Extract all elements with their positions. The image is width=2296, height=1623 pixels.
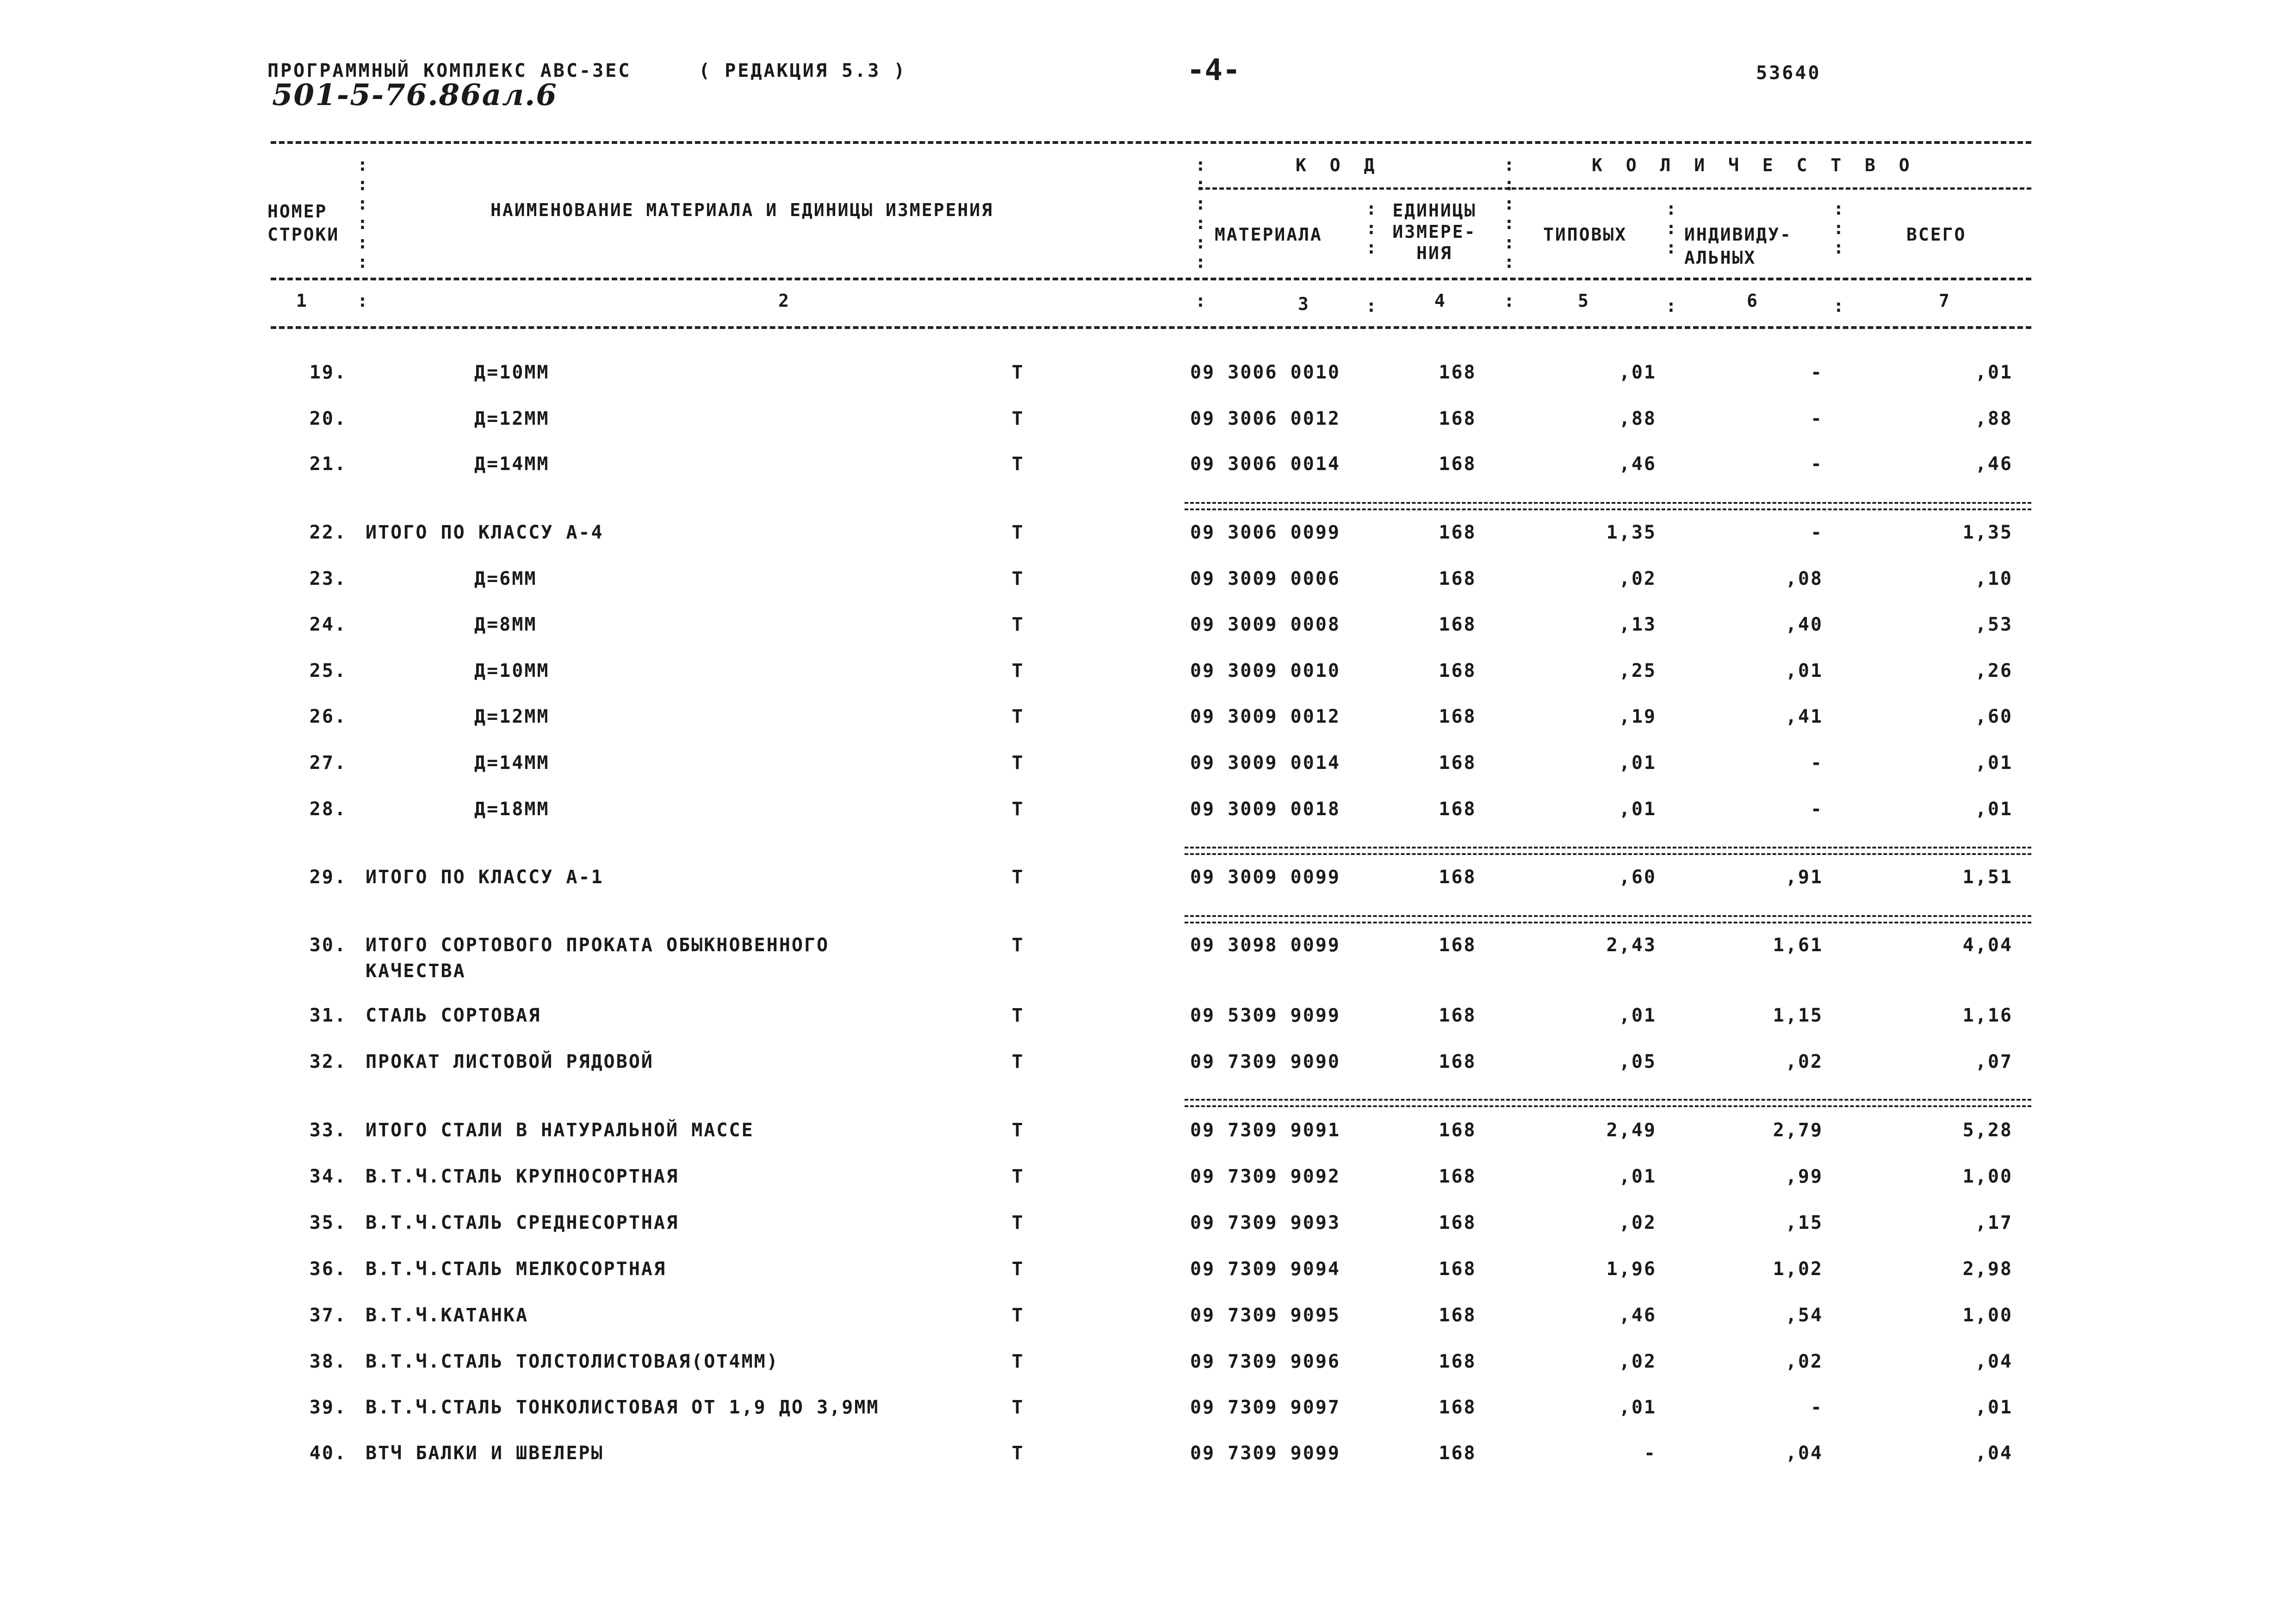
qty-total: 5,28 xyxy=(1962,1120,2013,1141)
qty-typical: 1,35 xyxy=(1606,522,1657,543)
col-individual-header: ИНДИВИДУ- АЛЬНЫХ xyxy=(1684,224,1792,268)
row-number: 26. xyxy=(309,706,347,727)
material-code: 09 7309 9095 xyxy=(1190,1305,1340,1326)
unit-letter: Т xyxy=(1011,1305,1024,1326)
material-code: 09 3009 0018 xyxy=(1190,799,1340,820)
qty-total: ,17 xyxy=(1975,1212,2013,1233)
qty-individual: 1,15 xyxy=(1773,1005,1823,1026)
qty-total: ,01 xyxy=(1975,752,2013,774)
material-code: 09 7309 9092 xyxy=(1190,1166,1340,1187)
row-number: 30. xyxy=(309,935,347,956)
col-name-header: НАИМЕНОВАНИЕ МАТЕРИАЛА И ЕДИНИЦЫ ИЗМЕРЕНИЯ xyxy=(490,200,993,220)
row-number: 31. xyxy=(309,1005,347,1026)
qty-individual: ,40 xyxy=(1785,614,1823,635)
qty-typical: ,05 xyxy=(1619,1051,1657,1072)
qty-typical: ,88 xyxy=(1619,408,1657,429)
qty-typical: ,01 xyxy=(1619,362,1657,383)
unit-code: 168 xyxy=(1439,1397,1477,1418)
qty-total: 1,00 xyxy=(1962,1166,2013,1187)
qty-individual: - xyxy=(1810,408,1823,429)
unit-code: 168 xyxy=(1439,706,1477,727)
material-code: 09 5309 9099 xyxy=(1190,1005,1340,1026)
material-name: ИТОГО ПО КЛАССУ А-1 xyxy=(366,867,604,888)
material-name: Д=10ММ xyxy=(474,362,550,383)
unit-code: 168 xyxy=(1439,1120,1477,1141)
material-code: 09 7309 9099 xyxy=(1190,1443,1340,1464)
material-code: 09 7309 9090 xyxy=(1190,1051,1340,1072)
row-number: 24. xyxy=(309,614,347,635)
qty-individual: 1,61 xyxy=(1773,935,1823,956)
material-name: В.Т.Ч.СТАЛЬ КРУПНОСОРТНАЯ xyxy=(366,1166,679,1187)
row-number: 40. xyxy=(309,1443,347,1464)
qty-total: 2,98 xyxy=(1962,1258,2013,1280)
col-num-2: 2 xyxy=(778,291,790,311)
col-num-1: 1 xyxy=(296,291,308,311)
row-number: 19. xyxy=(309,362,347,383)
qty-total: ,53 xyxy=(1975,614,2013,635)
material-code: 09 3009 0006 xyxy=(1190,568,1340,589)
col-total-header: ВСЕГО xyxy=(1906,224,1967,245)
qty-typical: ,13 xyxy=(1619,614,1657,635)
unit-letter: Т xyxy=(1011,660,1024,681)
unit-letter: Т xyxy=(1011,1051,1024,1072)
material-name: ПРОКАТ ЛИСТОВОЙ РЯДОВОЙ xyxy=(366,1051,654,1072)
qty-typical: ,25 xyxy=(1619,660,1657,681)
col-num-6: 6 xyxy=(1747,291,1759,311)
unit-code: 168 xyxy=(1439,1443,1477,1464)
qty-total: ,01 xyxy=(1975,799,2013,820)
unit-letter: Т xyxy=(1011,867,1024,888)
col-num-7: 7 xyxy=(1939,291,1951,311)
qty-typical: ,01 xyxy=(1619,1166,1657,1187)
subtotal-separator xyxy=(1185,915,2031,923)
unit-code: 168 xyxy=(1439,1258,1477,1280)
material-name: Д=12ММ xyxy=(474,408,550,429)
unit-code: 168 xyxy=(1439,1005,1477,1026)
material-name: В.Т.Ч.СТАЛЬ ТОНКОЛИСТОВАЯ ОТ 1,9 ДО 3,9ММ xyxy=(366,1397,880,1418)
material-name: В.Т.Ч.СТАЛЬ МЕЛКОСОРТНАЯ xyxy=(366,1258,666,1280)
col-num-4: 4 xyxy=(1434,291,1446,311)
unit-code: 168 xyxy=(1439,1305,1477,1326)
row-number: 35. xyxy=(309,1212,347,1233)
material-name: СТАЛЬ СОРТОВАЯ xyxy=(366,1005,541,1026)
unit-letter: Т xyxy=(1011,408,1024,429)
col-num-5: 5 xyxy=(1578,291,1590,311)
sep-6: : : : : xyxy=(1833,198,1844,316)
sep-1: : : : : : : : xyxy=(357,155,368,311)
qty-individual: ,04 xyxy=(1785,1443,1823,1464)
material-name: Д=14ММ xyxy=(474,453,550,475)
material-code: 09 3098 0099 xyxy=(1190,935,1340,956)
col-unit-header: ЕДИНИЦЫ ИЗМЕРЕ- НИЯ xyxy=(1392,200,1477,263)
qty-individual: ,41 xyxy=(1785,706,1823,727)
unit-code: 168 xyxy=(1439,408,1477,429)
unit-code: 168 xyxy=(1439,522,1477,543)
document-number: 53640 xyxy=(1756,62,1821,84)
qty-total: ,07 xyxy=(1975,1051,2013,1072)
material-code: 09 3006 0012 xyxy=(1190,408,1340,429)
qty-total: 4,04 xyxy=(1962,935,2013,956)
material-code: 09 3006 0014 xyxy=(1190,453,1340,475)
material-code: 09 7309 9093 xyxy=(1190,1212,1340,1233)
unit-code: 168 xyxy=(1439,799,1477,820)
material-name: ИТОГО ПО КЛАССУ А-4 xyxy=(366,522,604,543)
subtotal-separator xyxy=(1185,502,2031,510)
unit-code: 168 xyxy=(1439,752,1477,774)
qty-typical: 2,49 xyxy=(1606,1120,1657,1141)
material-name: ИТОГО СОРТОВОГО ПРОКАТА ОБЫКНОВЕННОГО xyxy=(366,935,830,956)
qty-total: ,01 xyxy=(1975,362,2013,383)
qty-total: ,04 xyxy=(1975,1351,2013,1372)
qty-individual: - xyxy=(1810,752,1823,774)
unit-letter: Т xyxy=(1011,1005,1024,1026)
unit-code: 168 xyxy=(1439,568,1477,589)
row-number: 33. xyxy=(309,1120,347,1141)
row-number: 29. xyxy=(309,867,347,888)
material-name: В.Т.Ч.КАТАНКА xyxy=(366,1305,529,1326)
unit-letter: Т xyxy=(1011,799,1024,820)
unit-letter: Т xyxy=(1011,1351,1024,1372)
material-code: 09 3009 0012 xyxy=(1190,706,1340,727)
unit-letter: Т xyxy=(1011,935,1024,956)
unit-letter: Т xyxy=(1011,706,1024,727)
unit-letter: Т xyxy=(1011,1120,1024,1141)
qty-typical: ,02 xyxy=(1619,1351,1657,1372)
unit-code: 168 xyxy=(1439,660,1477,681)
unit-letter: Т xyxy=(1011,1212,1024,1233)
sep-3: : : : : xyxy=(1366,198,1377,316)
row-number: 28. xyxy=(309,799,347,820)
material-code: 09 7309 9097 xyxy=(1190,1397,1340,1418)
qty-individual: ,15 xyxy=(1785,1212,1823,1233)
qty-individual: ,02 xyxy=(1785,1051,1823,1072)
sep-2: : : : : : : : xyxy=(1195,155,1206,311)
qty-individual: - xyxy=(1810,1397,1823,1418)
row-number: 38. xyxy=(309,1351,347,1372)
material-code: 09 3009 0014 xyxy=(1190,752,1340,774)
qty-total: ,88 xyxy=(1975,408,2013,429)
qty-total: ,10 xyxy=(1975,568,2013,589)
unit-code: 168 xyxy=(1439,935,1477,956)
qty-typical: ,60 xyxy=(1619,867,1657,888)
unit-code: 168 xyxy=(1439,867,1477,888)
qty-typical: ,46 xyxy=(1619,1305,1657,1326)
qty-typical: ,02 xyxy=(1619,568,1657,589)
unit-letter: Т xyxy=(1011,1397,1024,1418)
qty-total: ,60 xyxy=(1975,706,2013,727)
qty-typical: ,01 xyxy=(1619,752,1657,774)
material-name: ВТЧ БАЛКИ И ШВЕЛЕРЫ xyxy=(366,1443,604,1464)
material-code: 09 7309 9094 xyxy=(1190,1258,1340,1280)
material-name-continued: КАЧЕСТВА xyxy=(366,960,466,982)
qty-individual: ,08 xyxy=(1785,568,1823,589)
subtotal-separator xyxy=(1185,847,2031,855)
unit-letter: Т xyxy=(1011,1258,1024,1280)
qty-typical: ,01 xyxy=(1619,799,1657,820)
subtotal-separator xyxy=(1185,1099,2031,1107)
header-rule xyxy=(271,278,2031,280)
material-code: 09 3009 0008 xyxy=(1190,614,1340,635)
qty-total: ,26 xyxy=(1975,660,2013,681)
material-name: В.Т.Ч.СТАЛЬ СРЕДНЕСОРТНАЯ xyxy=(366,1212,679,1233)
col-qty-group-header: К О Л И Ч Е С Т В О xyxy=(1592,155,1916,175)
row-number: 37. xyxy=(309,1305,347,1326)
unit-letter: Т xyxy=(1011,752,1024,774)
row-number: 22. xyxy=(309,522,347,543)
material-code: 09 3009 0099 xyxy=(1190,867,1340,888)
qty-individual: - xyxy=(1810,453,1823,475)
col-num-3: 3 xyxy=(1298,294,1310,314)
material-name: ИТОГО СТАЛИ В НАТУРАЛЬНОЙ МАССЕ xyxy=(366,1120,754,1141)
program-title: ПРОГРАММНЫЙ КОМПЛЕКС АВС-ЗЕС xyxy=(267,60,632,81)
qty-individual: 2,79 xyxy=(1773,1120,1823,1141)
qty-individual: 1,02 xyxy=(1773,1258,1823,1280)
edition-label: ( РЕДАКЦИЯ 5.3 ) xyxy=(699,60,907,81)
material-name: В.Т.Ч.СТАЛЬ ТОЛСТОЛИСТОВАЯ(ОТ4ММ) xyxy=(366,1351,779,1372)
qty-typical: ,19 xyxy=(1619,706,1657,727)
qty-total: 1,16 xyxy=(1962,1005,2013,1026)
material-name: Д=6ММ xyxy=(474,568,537,589)
qty-individual: - xyxy=(1810,799,1823,820)
header-top-rule xyxy=(271,141,2031,144)
qty-individual: - xyxy=(1810,362,1823,383)
row-number: 23. xyxy=(309,568,347,589)
column-number-rule xyxy=(271,326,2031,329)
qty-total: ,04 xyxy=(1975,1443,2013,1464)
material-code: 09 7309 9096 xyxy=(1190,1351,1340,1372)
qty-typical: 2,43 xyxy=(1606,935,1657,956)
material-code: 09 7309 9091 xyxy=(1190,1120,1340,1141)
unit-letter: Т xyxy=(1011,1443,1024,1464)
unit-code: 168 xyxy=(1439,1166,1477,1187)
unit-letter: Т xyxy=(1011,453,1024,475)
unit-letter: Т xyxy=(1011,362,1024,383)
material-code: 09 3006 0010 xyxy=(1190,362,1340,383)
row-number: 21. xyxy=(309,453,347,475)
qty-individual: ,54 xyxy=(1785,1305,1823,1326)
sep-5: : : : : xyxy=(1666,198,1676,316)
unit-code: 168 xyxy=(1439,362,1477,383)
qty-total: ,01 xyxy=(1975,1397,2013,1418)
qty-typical: ,01 xyxy=(1619,1005,1657,1026)
qty-typical: 1,96 xyxy=(1606,1258,1657,1280)
unit-letter: Т xyxy=(1011,614,1024,635)
col-typical-header: ТИПОВЫХ xyxy=(1543,224,1627,245)
unit-code: 168 xyxy=(1439,614,1477,635)
page-number: -4- xyxy=(1187,53,1241,87)
unit-code: 168 xyxy=(1439,1051,1477,1072)
qty-individual: - xyxy=(1810,522,1823,543)
row-number: 27. xyxy=(309,752,347,774)
qty-individual: ,01 xyxy=(1785,660,1823,681)
qty-typical: ,02 xyxy=(1619,1212,1657,1233)
qty-total: 1,51 xyxy=(1962,867,2013,888)
row-number: 20. xyxy=(309,408,347,429)
unit-code: 168 xyxy=(1439,453,1477,475)
row-number: 32. xyxy=(309,1051,347,1072)
header-mid-rule xyxy=(1198,187,2031,190)
row-number: 34. xyxy=(309,1166,347,1187)
material-name: Д=14ММ xyxy=(474,752,550,774)
qty-total: 1,00 xyxy=(1962,1305,2013,1326)
row-number: 36. xyxy=(309,1258,347,1280)
material-name: Д=12ММ xyxy=(474,706,550,727)
material-name: Д=18ММ xyxy=(474,799,550,820)
qty-individual: ,91 xyxy=(1785,867,1823,888)
unit-letter: Т xyxy=(1011,522,1024,543)
col-row-no-header: НОМЕР СТРОКИ xyxy=(267,201,340,245)
material-code: 09 3009 0010 xyxy=(1190,660,1340,681)
qty-typical: ,46 xyxy=(1619,453,1657,475)
qty-individual: ,99 xyxy=(1785,1166,1823,1187)
sep-4: : : : : : : : xyxy=(1504,155,1514,311)
row-number: 39. xyxy=(309,1397,347,1418)
col-material-header: МАТЕРИАЛА xyxy=(1215,224,1322,245)
qty-total: ,46 xyxy=(1975,453,2013,475)
col-code-group-header: К О Д xyxy=(1296,155,1381,175)
material-code: 09 3006 0099 xyxy=(1190,522,1340,543)
material-name: Д=8ММ xyxy=(474,614,537,635)
qty-typical: ,01 xyxy=(1619,1397,1657,1418)
qty-total: 1,35 xyxy=(1962,522,2013,543)
material-name: Д=10ММ xyxy=(474,660,550,681)
unit-code: 168 xyxy=(1439,1351,1477,1372)
unit-code: 168 xyxy=(1439,1212,1477,1233)
qty-individual: ,02 xyxy=(1785,1351,1823,1372)
unit-letter: Т xyxy=(1011,568,1024,589)
row-number: 25. xyxy=(309,660,347,681)
unit-letter: Т xyxy=(1011,1166,1024,1187)
qty-typical: - xyxy=(1644,1443,1657,1464)
handwritten-doc-code: 501-5-76.86ал.6 xyxy=(272,78,558,112)
